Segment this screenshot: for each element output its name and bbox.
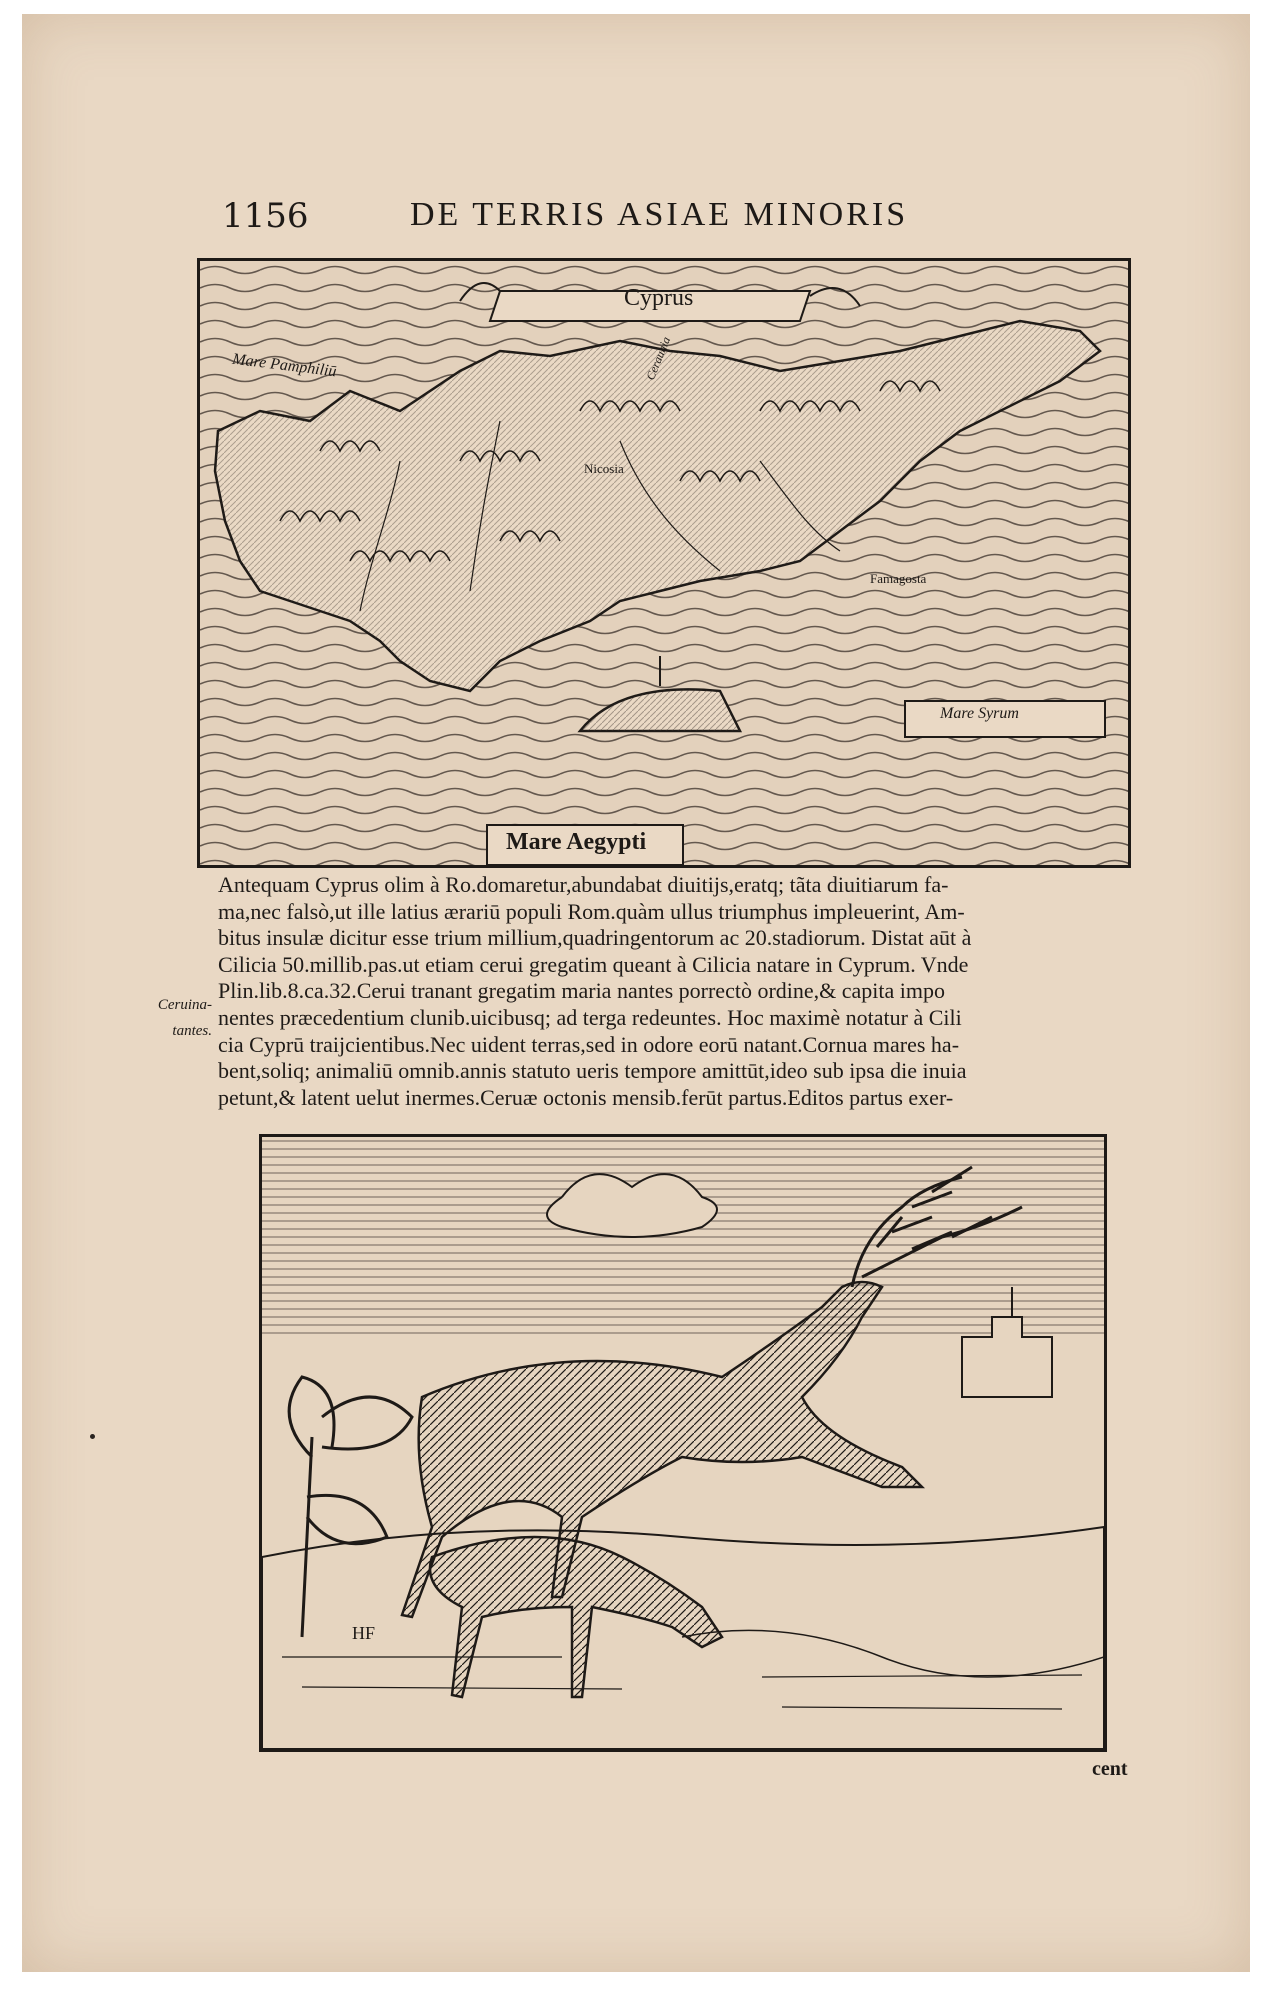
catchword: cent (1092, 1758, 1128, 1780)
label-famagosta: Famagosta (870, 571, 927, 586)
deer-illustration (259, 1134, 1107, 1752)
text-line: cia Cyprū traijcientibus.Nec uident terras,sed in odore eorū natant.Cornua mares ha- (218, 1031, 960, 1057)
ink-speck (90, 1434, 95, 1439)
label-mare-aegypti: Mare Aegypti (506, 829, 647, 855)
text-line: ma,nec falsò,ut ille latius ærariū populi Rom.quàm ullus triumphus impleuerint, Am- (218, 898, 965, 924)
page-number: 1156 (222, 196, 309, 236)
page-header (0, 196, 1282, 246)
running-title: DE TERRIS ASIAE MINORIS (410, 196, 909, 233)
label-mare-pamphilium: Mare Pamphiliū (231, 350, 338, 381)
margin-note-line: tantes. (172, 1023, 212, 1039)
monogram: HF (352, 1623, 376, 1643)
cyprus-map (197, 258, 1131, 868)
label-mare-syrum: Mare Syrum (940, 705, 1019, 722)
map-title: Cyprus (624, 285, 694, 311)
text-line: Plin.lib.8.ca.32.Cerui tranant gregatim maria nantes porrectò ordine,& capita impo (218, 978, 945, 1004)
text-line: Cilicia 50.millib.pas.ut etiam cerui gregatim queant à Cilicia natare in Cyprum. Vnde (218, 951, 969, 977)
label-ceraunia: Ceraunia (643, 334, 674, 382)
text-line: bitus insulæ dicitur esse trium millium,quadringentorum ac 20.stadiorum. Distat aūt à (218, 925, 972, 951)
text-line: petunt,& latent uelut inermes.Ceruæ octonis mensib.ferūt partus.Editos partus exer- (218, 1084, 954, 1110)
label-nicosia: Nicosia (584, 461, 624, 476)
text-line: Antequam Cyprus olim à Ro.domaretur,abundabat diuitijs,eratq; tãta diuitiarum fa- (218, 872, 949, 897)
body-text (218, 872, 1146, 1111)
margin-note (132, 992, 212, 1044)
margin-note-line: Ceruina- (157, 997, 212, 1013)
text-line: nentes præcedentium clunib.uicibusq; ad terga redeuntes. Hoc maximè notatur à Cili (218, 1004, 962, 1030)
text-line: bent,soliq; animaliū omnib.annis statuto ueris tempore amittūt,ideo sub ipsa die inuia (218, 1058, 967, 1084)
deer-artwork (262, 1137, 1104, 1749)
